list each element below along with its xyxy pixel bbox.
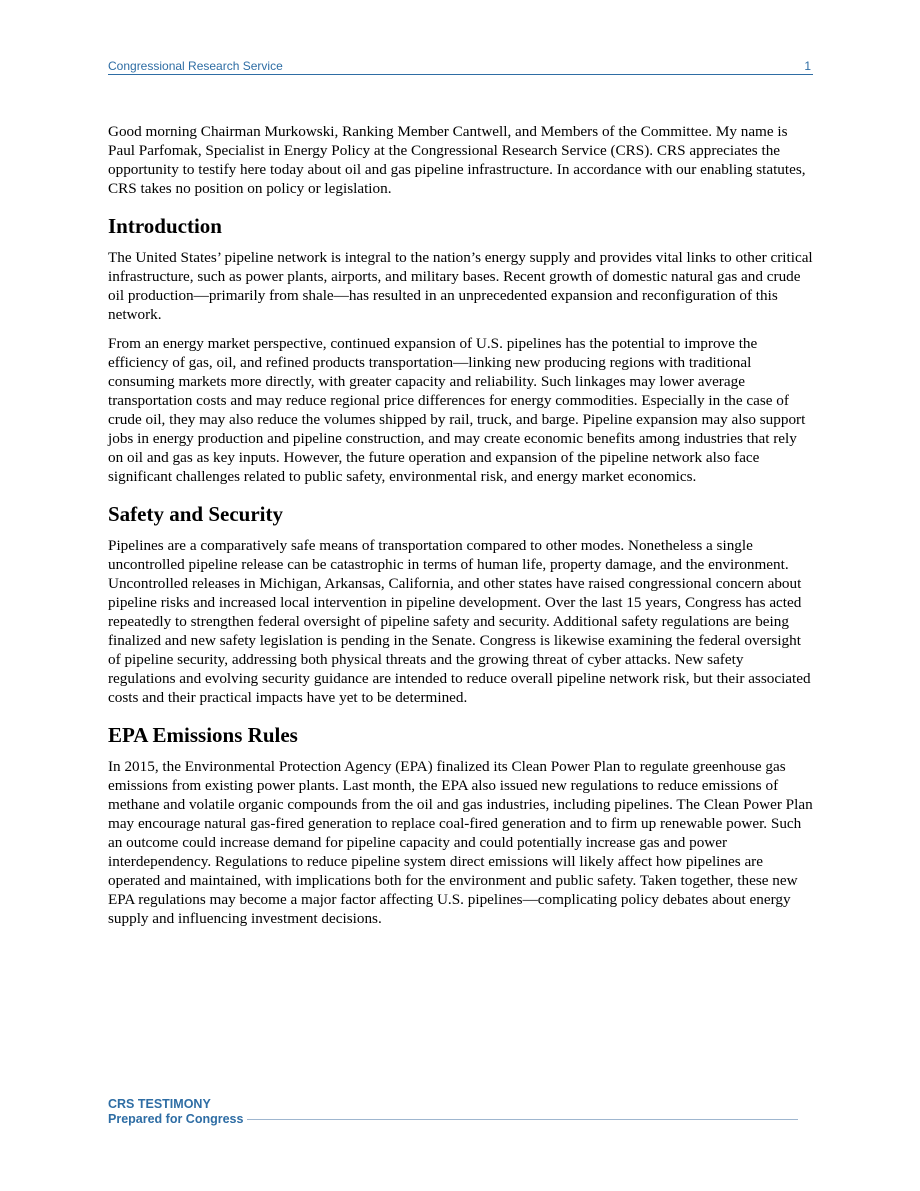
- epa-emissions-paragraph: In 2015, the Environmental Protection Agency (EPA) finalized its Clean Power Plan to regulate greenhouse gas emissions from existing power plants. Last month, the EPA also issued new regulations to reduce emissions of methane and volatile organic compounds from the oil and gas industries, including pipelines. The Clean Power Plan may encourage natural gas-fired generation to replace coal-fired generation and to firm up renewable power. Such an outcome could increase demand for pipeline capacity and could potentially increase gas and power interdependency. Regulations to reduce pipeline system direct emissions will likely affect how pipelines are operated and maintained, with implications both for the environment and public safety. Taken together, these new EPA regulations may become a major factor affecting U.S. pipelines—complicating policy debates about energy supply and influencing investment decisions.: [108, 758, 813, 927]
- section-heading-safety-security: Safety and Security: [108, 502, 283, 526]
- intro-paragraph: Good morning Chairman Murkowski, Ranking Member Cantwell, and Members of the Committee. My name is Paul Parfomak, Specialist in Energy Policy at the Congressional Research Service (CRS). CRS appreciates the opportunity to testify here today about oil and gas pipeline infrastructure. In accordance with our enabling statutes, CRS takes no position on policy or legislation.: [108, 123, 806, 197]
- footer-line-2: [108, 1112, 808, 1127]
- header-title: Congressional Research Service: [108, 59, 283, 73]
- running-header: [108, 58, 813, 75]
- section-heading-introduction: Introduction: [108, 214, 222, 238]
- page-number: 1: [804, 59, 811, 73]
- page-footer: [108, 1097, 808, 1127]
- safety-security-paragraph: Pipelines are a comparatively safe means of transportation compared to other modes. Nonetheless a single uncontrolled pipeline release can be catastrophic in terms of human life, property damage, and the environment. Uncontrolled releases in Michigan, Arkansas, California, and other states have raised congressional concern about pipeline risks and increased local intervention in pipeline development. Over the last 15 years, Congress has acted repeatedly to strengthen federal oversight of pipeline safety and security. Additional safety regulations are being finalized and new safety legislation is pending in the Senate. Congress is likewise examining the federal oversight of pipeline security, addressing both physical threats and the growing threat of cyber attacks. New safety regulations and evolving security guidance are intended to reduce overall pipeline network risk, but their associated costs and their practical impacts have yet to be determined.: [108, 537, 811, 706]
- introduction-paragraph-1: The United States’ pipeline network is integral to the nation’s energy supply and provides vital links to other critical infrastructure, such as power plants, airports, and military bases. Recent growth of domestic natural gas and crude oil production—primarily from shale—has resulted in an unprecedented expansion and reconfiguration of this network.: [108, 249, 813, 323]
- document-body: [108, 122, 814, 938]
- section-heading-epa-emissions: EPA Emissions Rules: [108, 723, 298, 747]
- footer-prepared-for-congress: Prepared for Congress: [108, 1112, 244, 1126]
- introduction-paragraph-2: From an energy market perspective, continued expansion of U.S. pipelines has the potential to improve the efficiency of gas, oil, and refined products transportation—linking new producing regions with traditional consuming markets more directly, with greater capacity and reliability. Such linkages may lower average transportation costs and may reduce regional price differences for energy commodities. Especially in the case of crude oil, they may also reduce the volumes shipped by rail, truck, and barge. Pipeline expansion may also support jobs in energy production and pipeline construction, and may create economic benefits among industries that rely on oil and gas as key inputs. However, the future operation and expansion of the pipeline network also face significant challenges related to public safety, environmental risk, and energy market economics.: [108, 335, 806, 485]
- footer-crs-testimony: CRS TESTIMONY: [108, 1097, 211, 1111]
- footer-rule: [247, 1119, 798, 1120]
